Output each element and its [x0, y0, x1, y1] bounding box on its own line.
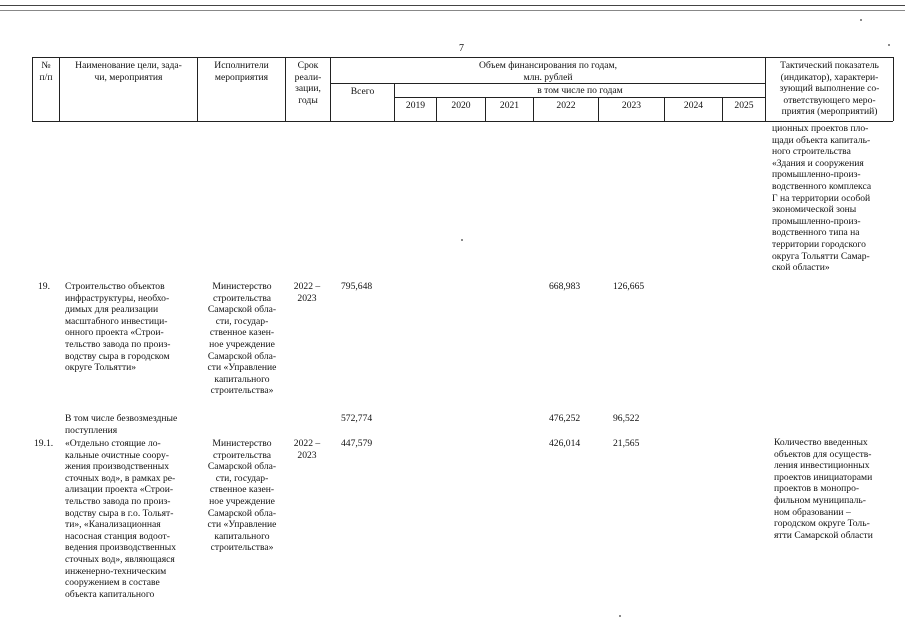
- header-total: Всего: [350, 86, 375, 97]
- years-line: [394, 97, 765, 98]
- row-indicator: Количество введенных объектов для осуществ- ления инвестиционных проектов инициаторами проектов в монопро- фильном муниципаль- ном образовании – городском округе Толь- ятти Самарской области: [774, 437, 873, 541]
- row-2022: 426,014: [549, 438, 581, 449]
- row-total: 795,648: [341, 281, 373, 292]
- scan-speck: [619, 615, 621, 617]
- header-year: 2021: [499, 100, 520, 111]
- row-name: В том числе безвозмездные поступления: [65, 413, 178, 436]
- header-year: 2019: [405, 100, 426, 111]
- header-year: 2025: [734, 100, 754, 111]
- header-indicator: Тактический показатель (индикатор), характери- зующий выполнение со- ответствующего меро- приятия (мероприятий): [779, 60, 880, 118]
- header-bottom-border: [32, 121, 893, 122]
- row-executor: Министерство строительства Самарской обла- сти, государ- ственное казен- ное учреждение Самарской обла- сти «Управление капитального строительства»: [207, 281, 277, 397]
- row-number: 19.1.: [34, 438, 54, 449]
- row-name: «Отдельно стоящие ло- кальные очистные соору- жения производственных сточных вод», в рамках ре- ализации проекта «Строи- тельство завода по произ- водству сыра в г.о. Тольят- ти», «Канализационная насосная станция водоот- ведения производственных сточных вод», являющаяся инженерно-техническим сооружением в составе объекта капитального: [65, 438, 177, 600]
- row-number: 19.: [38, 281, 50, 292]
- header-name: Наименование цели, зада- чи, мероприятия: [75, 60, 182, 83]
- row-executor: Министерство строительства Самарской обла- сти, государ- ственное казен- ное учреждение Самарской обла- сти «Управление капитального строительства»: [207, 438, 277, 554]
- page-number: 7: [459, 43, 464, 54]
- header-executor: Исполнители мероприятия: [214, 60, 269, 83]
- scan-edge-line: [0, 10, 905, 11]
- row-term: 2022 – 2023: [293, 438, 321, 461]
- header-funding: Объем финансирования по годам, млн. рублей: [478, 60, 618, 83]
- header-year: 2023: [621, 100, 642, 111]
- row-2023: 126,665: [613, 281, 645, 292]
- header-year: 2022: [556, 100, 576, 111]
- row-total: 572,774: [341, 413, 373, 424]
- carryover-indicator: ционных проектов пло- щади объекта капиталь- ного строительства «Здания и сооружения промышленно-произ- водственного комплекса Г на территории особой экономической зоны промышленно-произ- водственного типа на территории городского округа Тольятти Самар- ской области»: [772, 123, 872, 274]
- header-term: Срок реали- зации, годы: [294, 60, 322, 106]
- row-2022: 668,983: [549, 281, 581, 292]
- scan-speck: [888, 44, 890, 46]
- table-top-border: [32, 57, 893, 58]
- table-right-border: [893, 57, 894, 121]
- header-by-year: в том числе по годам: [537, 85, 623, 96]
- scan-edge-line: [0, 5, 905, 6]
- scan-speck: [461, 239, 463, 241]
- header-year: 2020: [451, 100, 471, 111]
- row-term: 2022 – 2023: [293, 281, 321, 304]
- row-total: 447,579: [341, 438, 373, 449]
- row-name: Строительство объектов инфраструктуры, необхо- димых для реализации масштабного инвестици- онного проекта «Строи- тельство завода по произ- водству сыра в городском округе Тольятти»: [65, 281, 171, 374]
- scan-speck: [860, 19, 862, 21]
- header-year: 2024: [683, 100, 704, 111]
- row-2023: 21,565: [613, 438, 640, 449]
- header-number: № п/п: [39, 60, 53, 83]
- row-2023: 96,522: [613, 413, 640, 424]
- row-2022: 476,252: [549, 413, 581, 424]
